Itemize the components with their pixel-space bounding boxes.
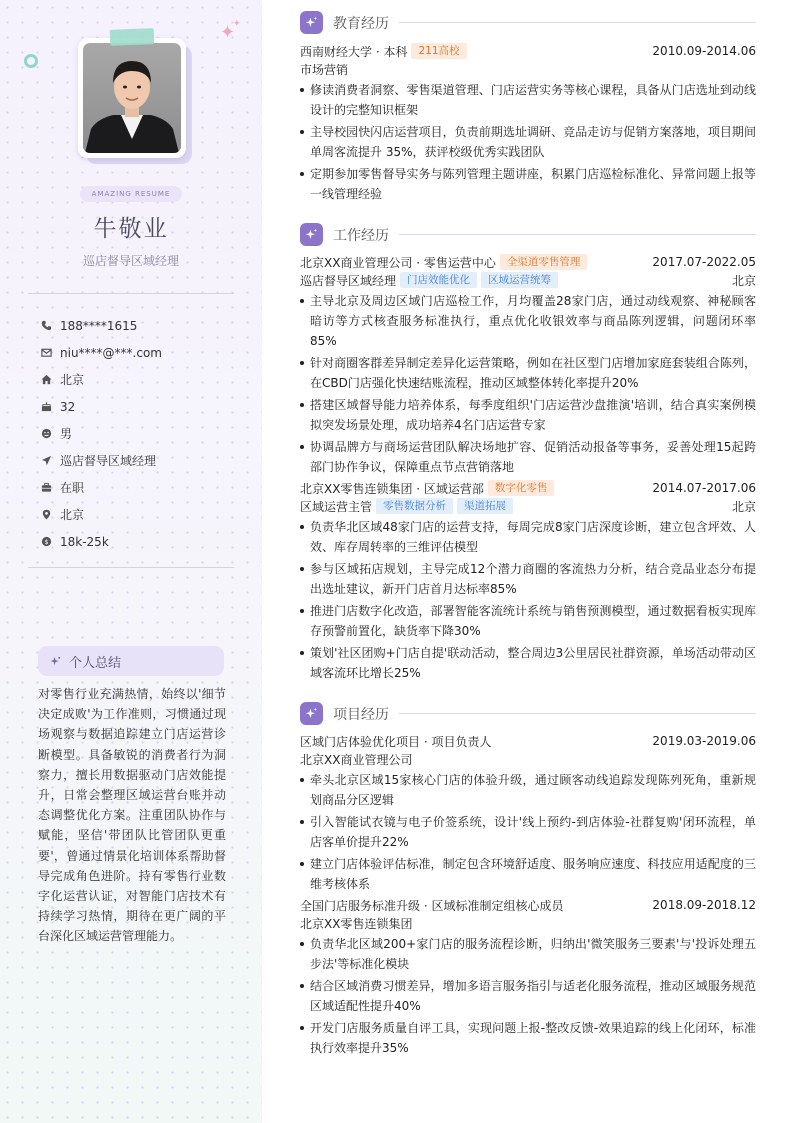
- section-header: [300, 701, 756, 726]
- list-item: 开发门店服务质量自评工具，实现问题上报-整改反馈-效果追踪的线上化闭环，标准执行效率提升35%: [300, 1018, 756, 1058]
- project-header: [300, 896, 756, 914]
- company-name: 北京XX商业管理公司 · 零售运营中心: [300, 255, 496, 270]
- job-position-row: [300, 497, 756, 515]
- project-org: 北京XX商业管理公司: [300, 752, 413, 767]
- section-header: [300, 10, 756, 35]
- summary-text: 对零售行业充满热情，始终以'细节决定成败'为工作准则，习惯通过现场观察与数据追踪建立门店运营诊断模型。具备敏锐的消费者行为洞察力，擅长用数据驱动门店效能提升，日常会整理区域运营台账并动态调整优化方案。注重团队协作与赋能，坚信'带团队比管团队更重要'，曾通过情景化培训体系帮助督导完成角色进阶。持有零售行业数字化运营认证，对智能门店技术有持续学习热情，期待在更广阔的平台深化区域运营管理能力。: [38, 687, 226, 944]
- projects-section: [300, 701, 756, 1058]
- job-city: 北京: [731, 499, 756, 514]
- project-date: 2019.03-2019.06: [652, 734, 756, 748]
- cake-icon: [40, 401, 52, 413]
- profile-photo: [78, 38, 188, 160]
- job-date: 2017.07-2022.05: [652, 255, 756, 269]
- sidebar-divider: [28, 567, 234, 568]
- project-bullets: [300, 770, 756, 894]
- main-content: [300, 10, 756, 1060]
- education-bullets: [300, 80, 756, 204]
- job-city: 北京: [731, 273, 756, 288]
- sidebar-divider: [28, 293, 234, 294]
- list-item: 结合区域消费习惯差异，增加多语言服务指引与适老化服务流程，推动区域服务规范区域适配性提升40%: [300, 976, 756, 1016]
- job-position-row: [300, 271, 756, 289]
- summary-heading: 个人总结: [38, 646, 224, 676]
- project-entry: [300, 732, 756, 894]
- job-position: 巡店督导区域经理: [300, 273, 397, 288]
- portrait-image: [83, 43, 181, 153]
- section-header: [300, 222, 756, 247]
- job-header: [300, 253, 756, 271]
- decorative-ring: [24, 54, 38, 68]
- list-item: 协调品牌方与商场运营团队解决场地扩容、促销活动报备等事务，妥善处理15起跨部门协作争议，保障重点节点营销落地: [300, 437, 756, 477]
- info-item-phone: 188****1615: [40, 312, 240, 339]
- candidate-role: 巡店督导区域经理: [82, 254, 179, 268]
- school-name: 西南财经大学 · 本科: [300, 44, 408, 59]
- job-bullets: [300, 291, 756, 477]
- project-org: 北京XX零售连锁集团: [300, 916, 413, 931]
- svg-text:$: $: [43, 537, 49, 546]
- home-icon: [40, 374, 52, 386]
- project-header: [300, 732, 756, 750]
- project-name: 全国门店服务标准升级 · 区域标准制定组核心成员: [300, 898, 564, 913]
- list-item: 引入智能试衣镜与电子价签系统，设计'线上预约-到店体验-社群复购'闭环流程，单店客单价提升22%: [300, 812, 756, 852]
- list-item: 主导北京及周边区域门店巡检工作，月均覆盖28家门店，通过动线观察、神秘顾客暗访等方式核查服务标准执行，重点优化收银效率与商品陈列逻辑，问题闭环率85%: [300, 291, 756, 351]
- project-name: 区域门店体验优化项目 · 项目负责人: [300, 734, 492, 749]
- company-tag: 全渠道零售管理: [500, 254, 588, 270]
- list-item: 牵头北京区域15家核心门店的体验升级，通过顾客动线追踪发现陈列死角，重新规划商品分区逻辑: [300, 770, 756, 810]
- money-icon: [40, 536, 52, 548]
- job-entry: [300, 253, 756, 477]
- company-tag: 数字化零售: [488, 480, 555, 496]
- sparkle-icon: [300, 11, 323, 34]
- sparkle-icon: [50, 656, 61, 667]
- job-position: 区域运营主管: [300, 499, 373, 514]
- info-item-status: 在职: [40, 474, 240, 501]
- list-item: 参与区域拓店规划，主导完成12个潜力商圈的客流热力分析，结合竞品业态分布提出选址建议，新开门店首月达标率85%: [300, 559, 756, 599]
- skill-tag: 区域运营统筹: [481, 272, 558, 288]
- skill-tag: 门店效能优化: [400, 272, 477, 288]
- info-item-location: 北京: [40, 501, 240, 528]
- phone-icon: [40, 320, 52, 332]
- education-entry-header: [300, 42, 756, 60]
- skill-tag: 渠道拓展: [457, 498, 513, 514]
- decorative-tape: [110, 28, 155, 46]
- mail-icon: [40, 347, 52, 359]
- contact-info-list: [40, 312, 240, 555]
- project-date: 2018.09-2018.12: [652, 898, 756, 912]
- gender-icon: [40, 428, 52, 440]
- location-icon: [40, 509, 52, 521]
- work-section: [300, 222, 756, 683]
- info-item-gender: 男: [40, 420, 240, 447]
- sparkle-icon: [300, 223, 323, 246]
- company-name: 北京XX零售连锁集团 · 区域运营部: [300, 481, 484, 496]
- job-bullets: [300, 517, 756, 683]
- list-item: 针对商圈客群差异制定差异化运营策略，例如在社区型门店增加家庭套装组合陈列，在CBD门店强化快速结账流程，推动区域整体转化率提升20%: [300, 353, 756, 393]
- section-title: 教育经历: [333, 15, 389, 32]
- job-date: 2014.07-2017.06: [652, 481, 756, 495]
- info-item-home: 北京: [40, 366, 240, 393]
- list-item: 建立门店体验评估标准，制定包含环境舒适度、服务响应速度、科技应用适配度的三维考核体系: [300, 854, 756, 894]
- section-title: 项目经历: [333, 706, 389, 723]
- list-item: 推进门店数字化改造，部署智能客流统计系统与销售预测模型，通过数据看板实现库存预警前置化，缺货率下降30%: [300, 601, 756, 641]
- school-tag: 211高校: [411, 43, 466, 59]
- list-item: 主导校园快闪店运营项目，负责前期选址调研、竞品走访与促销方案落地，项目期间单周客流提升 35%，获评校级优秀实践团队: [300, 122, 756, 162]
- sidebar: [0, 0, 262, 1123]
- avatar: [83, 43, 181, 153]
- list-item: 负责华北区域48家门店的运营支持，每周完成8家门店深度诊断，建立包含坪效、人效、库存周转率的三维评估模型: [300, 517, 756, 557]
- job-header: [300, 479, 756, 497]
- section-title: 工作经历: [333, 227, 389, 244]
- briefcase-icon: [40, 482, 52, 494]
- education-major: 市场营销: [300, 62, 349, 77]
- sparkle-icon: [300, 702, 323, 725]
- education-section: [300, 10, 756, 204]
- list-item: 策划'社区团购+门店自提'联动活动，整合周边3公里居民社群资源，单场活动带动区域客流环比增长25%: [300, 643, 756, 683]
- skill-tag: 零售数据分析: [376, 498, 453, 514]
- resume-tagline: AMAZING RESUME: [80, 186, 182, 202]
- job-entry: [300, 479, 756, 683]
- info-item-salary: $ 18k-25k: [40, 528, 240, 555]
- list-item: 修读消费者洞察、零售渠道管理、门店运营实务等核心课程，具备从门店选址到动线设计的完整知识框架: [300, 80, 756, 120]
- list-item: 搭建区域督导能力培养体系，每季度组织'门店运营沙盘推演'培训，结合真实案例模拟突发场景处理，成功培养4名门店运营专家: [300, 395, 756, 435]
- project-bullets: [300, 934, 756, 1058]
- sparkle-icon: ✦ ✦: [220, 19, 241, 43]
- info-item-email: niu****@***.com: [40, 339, 240, 366]
- education-date: 2010.09-2014.06: [652, 44, 756, 58]
- list-item: 负责华北区域200+家门店的服务流程诊断，归纳出'微笑服务三要素'与'投诉处理五步法'等标准化模块: [300, 934, 756, 974]
- info-item-target-position: 巡店督导区域经理: [40, 447, 240, 474]
- info-item-age: 32: [40, 393, 240, 420]
- project-entry: [300, 896, 756, 1058]
- candidate-name: 牛敬业: [93, 216, 169, 242]
- list-item: 定期参加零售督导实务与陈列管理主题讲座，积累门店巡检标准化、异常问题上报等一线管理经验: [300, 164, 756, 204]
- send-icon: [40, 455, 52, 467]
